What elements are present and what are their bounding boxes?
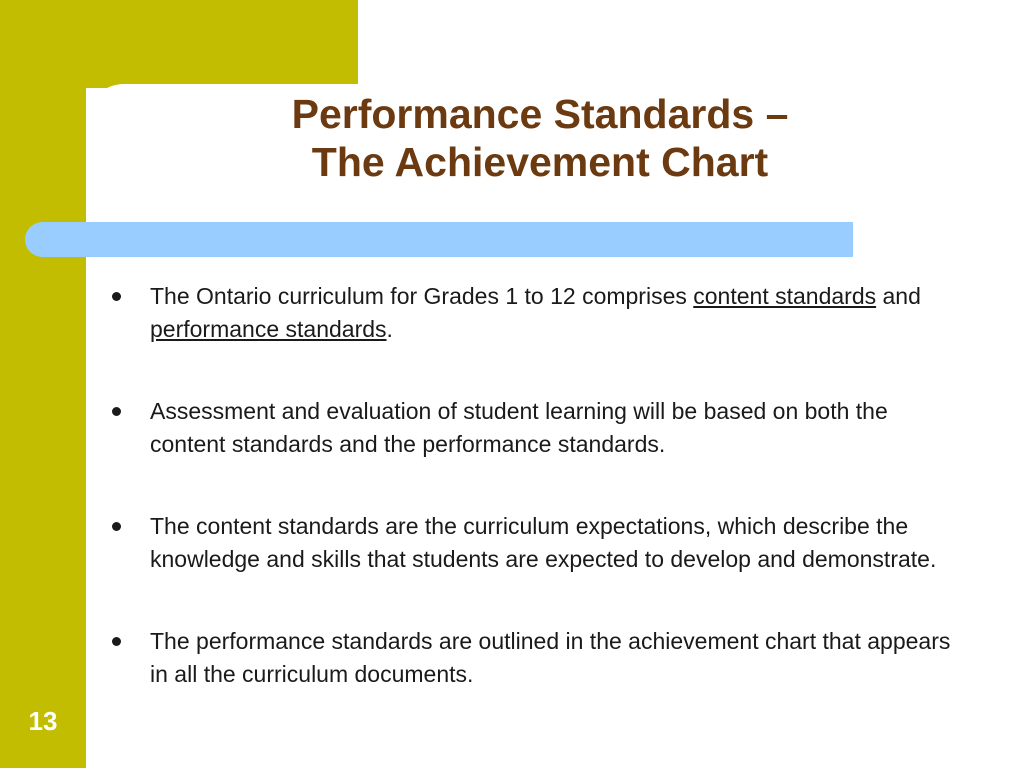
bullet-text: Assessment and evaluation of student learning will be based on both the content standards and the performance standards. [150,398,888,457]
bullet-text: The content standards are the curriculum expectations, which describe the knowledge and skills that students are expected to develop and demonstrate. [150,513,937,572]
bullet-item [112,395,962,461]
slide-title-line-2: The Achievement Chart [311,139,769,185]
bullet-text-pre: The Ontario curriculum for Grades 1 to 12 comprises [150,283,694,309]
bullet-dot-icon [112,292,121,301]
bullet-dot-icon [112,522,121,531]
olive-side-band [0,0,86,768]
bullet-item [112,280,962,346]
bullet-item [112,625,962,691]
bullet-text-post: . [386,316,393,342]
performance-standards-link[interactable]: performance standards [150,316,387,342]
bullet-list [112,280,962,691]
slide-title-line-1: Performance Standards – [291,91,789,137]
content-standards-link[interactable]: content standards [693,283,877,309]
bullet-text: The performance standards are outlined in the achievement chart that appears in all the curriculum documents. [150,628,951,687]
slide-number: 13 [28,706,58,736]
olive-top-band [0,0,358,88]
bullet-dot-icon [112,407,121,416]
bullet-dot-icon [112,637,121,646]
bullet-item [112,510,962,576]
title-underline-bar [25,222,853,257]
bullet-text-mid: and [876,283,921,309]
slide-title [120,90,960,186]
